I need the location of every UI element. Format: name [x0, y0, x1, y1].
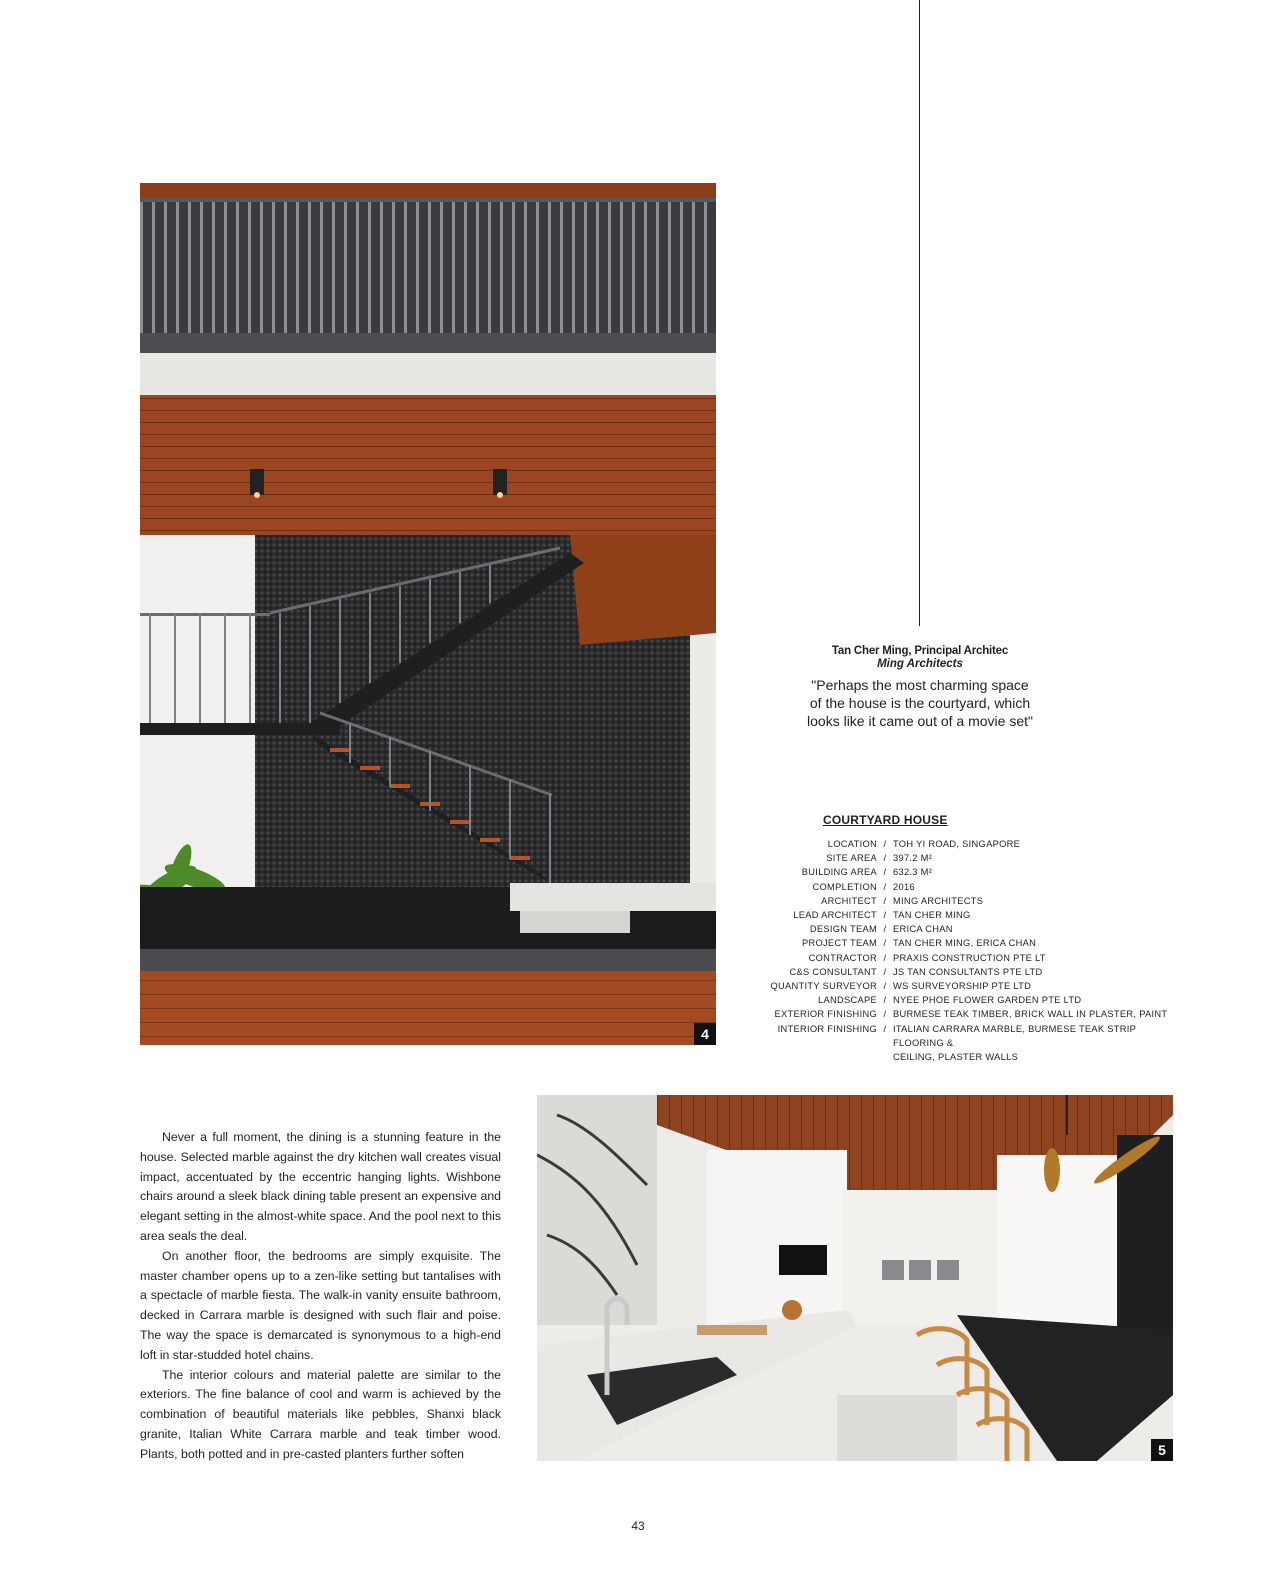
project-title: COURTYARD HOUSE: [823, 813, 948, 827]
photo-number-badge: 5: [1151, 1439, 1173, 1461]
spec-label: SITE AREA: [826, 853, 877, 864]
spec-label: EXTERIOR FINISHING: [774, 1009, 877, 1020]
project-specs: [740, 837, 1180, 1064]
page-number: 43: [631, 1519, 645, 1533]
spec-separator: /: [883, 839, 887, 849]
spec-value: NYEE PHOE FLOWER GARDEN PTE LTD: [893, 995, 1082, 1006]
quote-line: of the house is the courtyard, which: [809, 695, 1031, 711]
spec-row: [740, 880, 1180, 894]
spec-row: [740, 922, 1180, 936]
spec-value: 632.3 M²: [893, 867, 933, 878]
spec-value: ERICA CHAN: [893, 924, 953, 935]
spec-separator: /: [883, 1009, 887, 1020]
spec-row: [740, 965, 1180, 979]
spec-row: [740, 1022, 1180, 1050]
spec-row: [740, 908, 1180, 922]
spec-row: [740, 851, 1180, 865]
spec-label: LOCATION: [827, 839, 877, 849]
courtyard-staircase-illustration: [140, 183, 716, 1045]
spec-value: PRAXIS CONSTRUCTION PTE LT: [893, 952, 1046, 963]
courtyard-staircase-photo: [140, 183, 716, 1045]
spec-value: TAN CHER MING: [893, 910, 971, 921]
spec-label: LANDSCAPE: [817, 995, 877, 1006]
spec-row: [740, 936, 1180, 950]
paragraph: The interior colours and material palette are similar to the exteriors. The fine balance of cool and warm is achieved by the combination of beautiful materials like pebbles, Shanxi black granite, Italian White Carrara marble and teak timber wood. Plants, both potted and in pre-casted planters further soften: [140, 1367, 501, 1461]
spec-row: [740, 865, 1180, 879]
vertical-rule: [919, 0, 920, 626]
spec-label: DESIGN TEAM: [809, 924, 877, 935]
spec-separator: /: [883, 995, 887, 1006]
spec-separator: /: [883, 895, 887, 906]
spec-separator: /: [883, 952, 887, 963]
spec-separator: /: [883, 924, 887, 935]
quote-text: [790, 676, 1050, 730]
spec-value: ITALIAN CARRARA MARBLE, BURMESE TEAK STRIP FLOORING &: [893, 1023, 1137, 1048]
article-body: [140, 1128, 501, 1465]
spec-row: [740, 1050, 1180, 1064]
quote-author: Tan Cher Ming, Principal Architec: [831, 645, 1009, 657]
quote-line: looks like it came out of a movie set": [807, 713, 1033, 729]
dining-kitchen-photo: [537, 1095, 1173, 1461]
spec-row: [740, 993, 1180, 1007]
quote-firm: Ming Architects: [877, 658, 963, 670]
spec-value: BURMESE TEAK TIMBER, BRICK WALL IN PLASTER, PAINT: [893, 1009, 1168, 1020]
pull-quote: [790, 645, 1050, 730]
spec-separator: /: [883, 881, 887, 892]
spec-label: LEAD ARCHITECT: [793, 910, 877, 921]
spec-label: C&S CONSULTANT: [789, 966, 877, 977]
spec-label: INTERIOR FINISHING: [777, 1023, 877, 1034]
paragraph: Never a full moment, the dining is a stunning feature in the house. Selected marble against the dry kitchen wall creates visual impact, accentuated by the eccentric hanging lights. Wishbone chairs around a sleek black dining table present an expensive and elegant setting in the almost-white space. And the pool next to this area seals the deal.: [140, 1130, 501, 1243]
spec-value: MING ARCHITECTS: [893, 895, 984, 906]
spec-separator: /: [883, 1023, 887, 1034]
spec-separator: /: [883, 966, 887, 977]
spec-value: JS TAN CONSULTANTS PTE LTD: [893, 966, 1043, 977]
spec-label: CONTRACTOR: [808, 952, 877, 963]
spec-row: [740, 837, 1180, 851]
spec-label: ARCHITECT: [821, 895, 877, 906]
spec-row: [740, 979, 1180, 993]
spec-separator: /: [883, 867, 887, 878]
spec-separator: /: [883, 853, 887, 864]
spec-row: [740, 1007, 1180, 1021]
spec-value: CEILING, PLASTER WALLS: [893, 1052, 1019, 1063]
spec-separator: /: [883, 981, 887, 992]
spec-row: [740, 951, 1180, 965]
spec-value: 397.2 M²: [893, 853, 933, 864]
photo-number-badge: 4: [694, 1023, 716, 1045]
spec-value: TAN CHER MING, ERICA CHAN: [893, 938, 1037, 949]
spec-value: 2016: [893, 881, 915, 892]
spec-separator: /: [883, 910, 887, 921]
dining-kitchen-illustration: [537, 1095, 1173, 1461]
spec-label: COMPLETION: [812, 881, 877, 892]
spec-label: [740, 1050, 877, 1064]
spec-label: BUILDING AREA: [801, 867, 877, 878]
quote-line: "Perhaps the most charming space: [811, 677, 1029, 693]
paragraph: On another floor, the bedrooms are simply exquisite. The master chamber opens up to a zen-like setting but tantalises with a spectacle of marble fiesta. The walk-in vanity ensuite bathroom, decked in Carrara marble is designed with such flair and poise. The way the space is demarcated is synonymous to a high-end loft in star-studded hotel chains.: [140, 1248, 501, 1362]
spec-row: [740, 894, 1180, 908]
spec-label: PROJECT TEAM: [801, 938, 877, 949]
spec-separator: [877, 1050, 893, 1064]
spec-separator: /: [883, 938, 887, 949]
spec-label: QUANTITY SURVEYOR: [770, 981, 877, 992]
spec-value: WS SURVEYORSHIP PTE LTD: [893, 981, 1032, 992]
spec-value: TOH YI ROAD, SINGAPORE: [893, 839, 1021, 849]
